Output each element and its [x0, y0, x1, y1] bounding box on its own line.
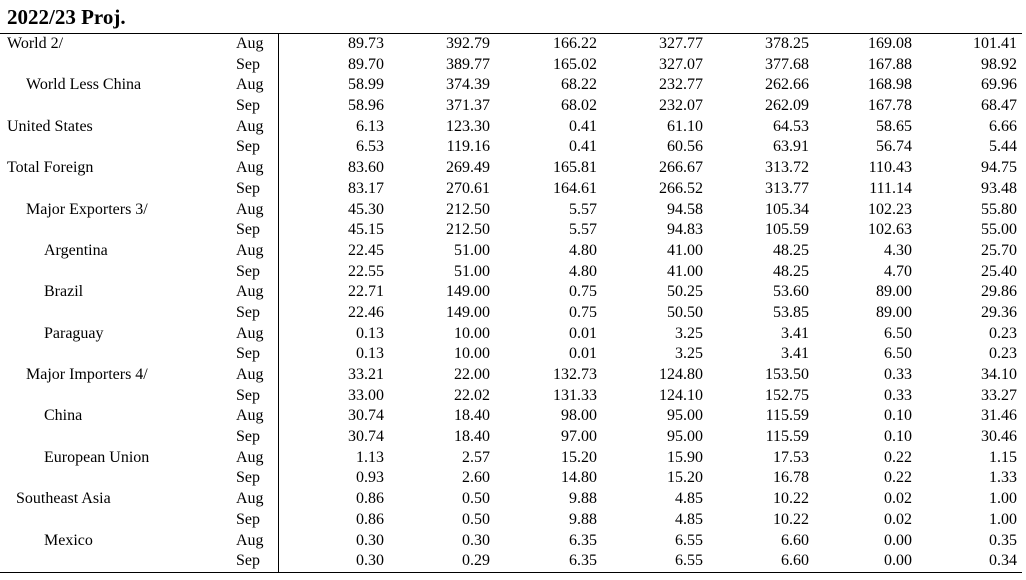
value-cell: 33.00	[348, 386, 384, 404]
value-cell: 10.22	[773, 510, 809, 528]
month-label: Sep	[236, 303, 260, 321]
month-label: Sep	[236, 428, 260, 446]
value-cell: 89.73	[348, 35, 384, 52]
month-label: Sep	[236, 262, 260, 280]
value-cell: 22.71	[348, 283, 384, 301]
table-row	[0, 137, 1022, 158]
value-cell: 58.65	[876, 117, 912, 135]
month-label: Aug	[236, 76, 264, 94]
value-cell: 262.09	[765, 97, 809, 115]
table-row	[0, 96, 1022, 117]
table-row	[0, 386, 1022, 407]
value-cell: 6.66	[989, 117, 1017, 135]
month-label: Aug	[236, 117, 264, 135]
value-cell: 17.53	[773, 448, 809, 466]
value-cell: 149.00	[446, 303, 490, 321]
table-row	[0, 448, 1022, 469]
region-label: Brazil	[44, 283, 84, 301]
value-cell: 58.96	[348, 97, 384, 115]
value-cell: 1.15	[989, 448, 1017, 466]
value-cell: 153.50	[765, 366, 809, 383]
value-cell: 55.80	[981, 200, 1017, 218]
value-cell: 41.00	[667, 241, 703, 259]
value-cell: 1.00	[989, 510, 1017, 528]
value-cell: 0.30	[356, 552, 384, 570]
value-cell: 3.41	[781, 345, 809, 363]
value-cell: 41.00	[667, 262, 703, 280]
value-cell: 377.68	[765, 55, 809, 73]
value-cell: 97.00	[561, 428, 597, 446]
value-cell: 2.57	[462, 448, 490, 466]
value-cell: 22.46	[348, 303, 384, 321]
value-cell: 152.75	[765, 386, 809, 404]
value-cell: 149.00	[446, 283, 490, 301]
value-cell: 94.75	[981, 159, 1017, 177]
table-row	[0, 34, 1022, 55]
value-cell: 60.56	[667, 138, 703, 156]
value-cell: 5.44	[989, 138, 1017, 156]
value-cell: 212.50	[446, 200, 490, 218]
value-cell: 266.67	[659, 159, 703, 177]
region-label: Mexico	[44, 531, 93, 549]
value-cell: 15.20	[667, 469, 703, 487]
value-cell: 10.00	[454, 345, 490, 363]
value-cell: 22.55	[348, 262, 384, 280]
value-cell: 45.15	[348, 221, 384, 239]
value-cell: 98.00	[561, 407, 597, 425]
value-cell: 0.13	[356, 324, 384, 342]
value-cell: 6.60	[781, 531, 809, 549]
month-label: Aug	[236, 531, 264, 549]
value-cell: 0.10	[884, 407, 912, 425]
month-label: Aug	[236, 490, 264, 508]
value-cell: 31.46	[981, 407, 1017, 425]
value-cell: 22.45	[348, 241, 384, 259]
value-cell: 110.43	[868, 159, 912, 177]
value-cell: 18.40	[454, 428, 490, 446]
value-cell: 83.60	[348, 159, 384, 177]
value-cell: 68.02	[561, 97, 597, 115]
table-row	[0, 158, 1022, 179]
value-cell: 63.91	[773, 138, 809, 156]
value-cell: 95.00	[667, 428, 703, 446]
value-cell: 89.00	[876, 303, 912, 321]
value-cell: 18.40	[454, 407, 490, 425]
value-cell: 83.17	[348, 179, 384, 197]
value-cell: 5.57	[569, 200, 597, 218]
value-cell: 68.47	[981, 97, 1017, 115]
table-row	[0, 468, 1022, 489]
value-cell: 4.80	[569, 262, 597, 280]
region-label: World Less China	[26, 76, 142, 94]
value-cell: 124.10	[659, 386, 703, 404]
value-cell: 101.41	[973, 35, 1017, 52]
region-label: Major Exporters 3/	[26, 200, 148, 218]
value-cell: 169.08	[868, 35, 912, 52]
value-cell: 0.50	[462, 510, 490, 528]
month-label: Aug	[236, 200, 264, 218]
value-cell: 0.23	[989, 324, 1017, 342]
month-label: Aug	[236, 35, 264, 52]
value-cell: 131.33	[553, 386, 597, 404]
month-label: Sep	[236, 97, 260, 115]
table-row	[0, 200, 1022, 221]
value-cell: 0.00	[884, 531, 912, 549]
value-cell: 3.25	[675, 345, 703, 363]
value-cell: 165.02	[553, 55, 597, 73]
table-row	[0, 241, 1022, 262]
value-cell: 0.33	[884, 386, 912, 404]
value-cell: 45.30	[348, 200, 384, 218]
data-table	[0, 33, 1022, 573]
month-label: Aug	[236, 366, 264, 383]
value-cell: 0.35	[989, 531, 1017, 549]
value-cell: 15.20	[561, 448, 597, 466]
value-cell: 102.23	[868, 200, 912, 218]
value-cell: 1.13	[356, 448, 384, 466]
value-cell: 6.13	[356, 117, 384, 135]
table-row	[0, 117, 1022, 138]
value-cell: 6.60	[781, 552, 809, 570]
table-row	[0, 489, 1022, 510]
value-cell: 6.35	[569, 531, 597, 549]
month-label: Aug	[236, 159, 264, 177]
value-cell: 51.00	[454, 262, 490, 280]
table-row	[0, 55, 1022, 76]
value-cell: 105.34	[765, 200, 809, 218]
value-cell: 0.00	[884, 552, 912, 570]
value-cell: 132.73	[553, 366, 597, 383]
value-cell: 10.00	[454, 324, 490, 342]
table-row	[0, 427, 1022, 448]
month-label: Sep	[236, 138, 260, 156]
value-cell: 0.86	[356, 490, 384, 508]
value-cell: 392.79	[446, 35, 490, 52]
value-cell: 168.98	[868, 76, 912, 94]
value-cell: 0.10	[884, 428, 912, 446]
month-label: Sep	[236, 179, 260, 197]
value-cell: 58.99	[348, 76, 384, 94]
value-cell: 4.85	[675, 510, 703, 528]
value-cell: 0.75	[569, 303, 597, 321]
value-cell: 0.01	[569, 324, 597, 342]
month-label: Aug	[236, 407, 264, 425]
value-cell: 374.39	[446, 76, 490, 94]
value-cell: 123.30	[446, 117, 490, 135]
value-cell: 48.25	[773, 241, 809, 259]
value-cell: 327.07	[659, 55, 703, 73]
value-cell: 3.25	[675, 324, 703, 342]
value-cell: 89.70	[348, 55, 384, 73]
month-label: Aug	[236, 283, 264, 301]
value-cell: 115.59	[765, 407, 809, 425]
value-cell: 6.50	[884, 324, 912, 342]
value-cell: 0.22	[884, 469, 912, 487]
value-cell: 5.57	[569, 221, 597, 239]
region-label: Argentina	[44, 241, 108, 259]
value-cell: 14.80	[561, 469, 597, 487]
value-cell: 0.93	[356, 469, 384, 487]
value-cell: 25.70	[981, 241, 1017, 259]
value-cell: 29.86	[981, 283, 1017, 301]
value-cell: 0.29	[462, 552, 490, 570]
value-cell: 232.77	[659, 76, 703, 94]
value-cell: 4.30	[884, 241, 912, 259]
value-cell: 10.22	[773, 490, 809, 508]
value-cell: 50.25	[667, 283, 703, 301]
region-label: Total Foreign	[7, 159, 94, 177]
table-title: 2022/23 Proj.	[7, 5, 126, 29]
value-cell: 50.50	[667, 303, 703, 321]
value-cell: 164.61	[553, 179, 597, 197]
region-label: World 2/	[7, 35, 64, 52]
value-cell: 53.85	[773, 303, 809, 321]
value-cell: 94.58	[667, 200, 703, 218]
value-cell: 0.75	[569, 283, 597, 301]
table-row	[0, 303, 1022, 324]
value-cell: 0.02	[884, 490, 912, 508]
table-row	[0, 324, 1022, 345]
value-cell: 0.23	[989, 345, 1017, 363]
value-cell: 232.07	[659, 97, 703, 115]
table-row	[0, 282, 1022, 303]
value-cell: 22.00	[454, 366, 490, 383]
value-cell: 68.22	[561, 76, 597, 94]
value-cell: 6.55	[675, 531, 703, 549]
month-label: Sep	[236, 55, 260, 73]
month-label: Sep	[236, 552, 260, 570]
value-cell: 69.96	[981, 76, 1017, 94]
value-cell: 4.70	[884, 262, 912, 280]
value-cell: 212.50	[446, 221, 490, 239]
month-label: Aug	[236, 324, 264, 342]
value-cell: 9.88	[569, 490, 597, 508]
value-cell: 33.21	[348, 366, 384, 383]
value-cell: 0.01	[569, 345, 597, 363]
value-cell: 16.78	[773, 469, 809, 487]
value-cell: 61.10	[667, 117, 703, 135]
value-cell: 48.25	[773, 262, 809, 280]
value-cell: 269.49	[446, 159, 490, 177]
value-cell: 3.41	[781, 324, 809, 342]
value-cell: 0.02	[884, 510, 912, 528]
value-cell: 378.25	[765, 35, 809, 52]
value-cell: 102.63	[868, 221, 912, 239]
value-cell: 4.85	[675, 490, 703, 508]
region-label: Major Importers 4/	[26, 366, 148, 383]
value-cell: 0.34	[989, 552, 1017, 570]
value-cell: 1.33	[989, 469, 1017, 487]
value-cell: 0.41	[569, 138, 597, 156]
value-cell: 389.77	[446, 55, 490, 73]
value-cell: 0.13	[356, 345, 384, 363]
month-label: Aug	[236, 241, 264, 259]
region-label: United States	[7, 117, 93, 135]
region-label: China	[44, 407, 83, 425]
value-cell: 313.77	[765, 179, 809, 197]
value-cell: 0.30	[462, 531, 490, 549]
value-cell: 371.37	[446, 97, 490, 115]
month-label: Aug	[236, 448, 264, 466]
month-label: Sep	[236, 345, 260, 363]
value-cell: 105.59	[765, 221, 809, 239]
month-label: Sep	[236, 469, 260, 487]
table-row	[0, 531, 1022, 552]
table-row	[0, 551, 1022, 572]
table-row	[0, 365, 1022, 386]
value-cell: 34.10	[981, 366, 1017, 383]
value-cell: 0.30	[356, 531, 384, 549]
value-cell: 166.22	[553, 35, 597, 52]
value-cell: 56.74	[876, 138, 912, 156]
table-row	[0, 406, 1022, 427]
value-cell: 165.81	[553, 159, 597, 177]
value-cell: 33.27	[981, 386, 1017, 404]
month-label: Sep	[236, 386, 260, 404]
value-cell: 0.41	[569, 117, 597, 135]
value-cell: 51.00	[454, 241, 490, 259]
value-cell: 0.33	[884, 366, 912, 383]
value-cell: 0.86	[356, 510, 384, 528]
value-cell: 0.22	[884, 448, 912, 466]
value-cell: 6.50	[884, 345, 912, 363]
value-cell: 6.55	[675, 552, 703, 570]
value-cell: 9.88	[569, 510, 597, 528]
value-cell: 53.60	[773, 283, 809, 301]
table-row	[0, 179, 1022, 200]
value-cell: 327.77	[659, 35, 703, 52]
value-cell: 167.78	[868, 97, 912, 115]
table-row	[0, 220, 1022, 241]
value-cell: 6.53	[356, 138, 384, 156]
value-cell: 2.60	[462, 469, 490, 487]
value-cell: 22.02	[454, 386, 490, 404]
value-cell: 95.00	[667, 407, 703, 425]
value-cell: 0.50	[462, 490, 490, 508]
table-row	[0, 344, 1022, 365]
value-cell: 167.88	[868, 55, 912, 73]
value-cell: 94.83	[667, 221, 703, 239]
region-label: European Union	[44, 448, 150, 466]
value-cell: 30.74	[348, 407, 384, 425]
month-label: Sep	[236, 510, 260, 528]
month-label: Sep	[236, 221, 260, 239]
value-cell: 4.80	[569, 241, 597, 259]
value-cell: 6.35	[569, 552, 597, 570]
value-cell: 93.48	[981, 179, 1017, 197]
value-cell: 270.61	[446, 179, 490, 197]
value-cell: 55.00	[981, 221, 1017, 239]
value-cell: 115.59	[765, 428, 809, 446]
region-label: Southeast Asia	[16, 490, 111, 508]
table-row	[0, 75, 1022, 96]
value-cell: 262.66	[765, 76, 809, 94]
value-cell: 89.00	[876, 283, 912, 301]
value-cell: 266.52	[659, 179, 703, 197]
table-row	[0, 262, 1022, 283]
value-cell: 29.36	[981, 303, 1017, 321]
value-cell: 30.46	[981, 428, 1017, 446]
value-cell: 111.14	[869, 179, 912, 197]
table-row	[0, 510, 1022, 531]
value-cell: 313.72	[765, 159, 809, 177]
value-cell: 119.16	[446, 138, 490, 156]
value-cell: 98.92	[981, 55, 1017, 73]
value-cell: 15.90	[667, 448, 703, 466]
value-cell: 124.80	[659, 366, 703, 383]
value-cell: 30.74	[348, 428, 384, 446]
value-cell: 1.00	[989, 490, 1017, 508]
region-label: Paraguay	[44, 324, 104, 342]
value-cell: 64.53	[773, 117, 809, 135]
value-cell: 25.40	[981, 262, 1017, 280]
